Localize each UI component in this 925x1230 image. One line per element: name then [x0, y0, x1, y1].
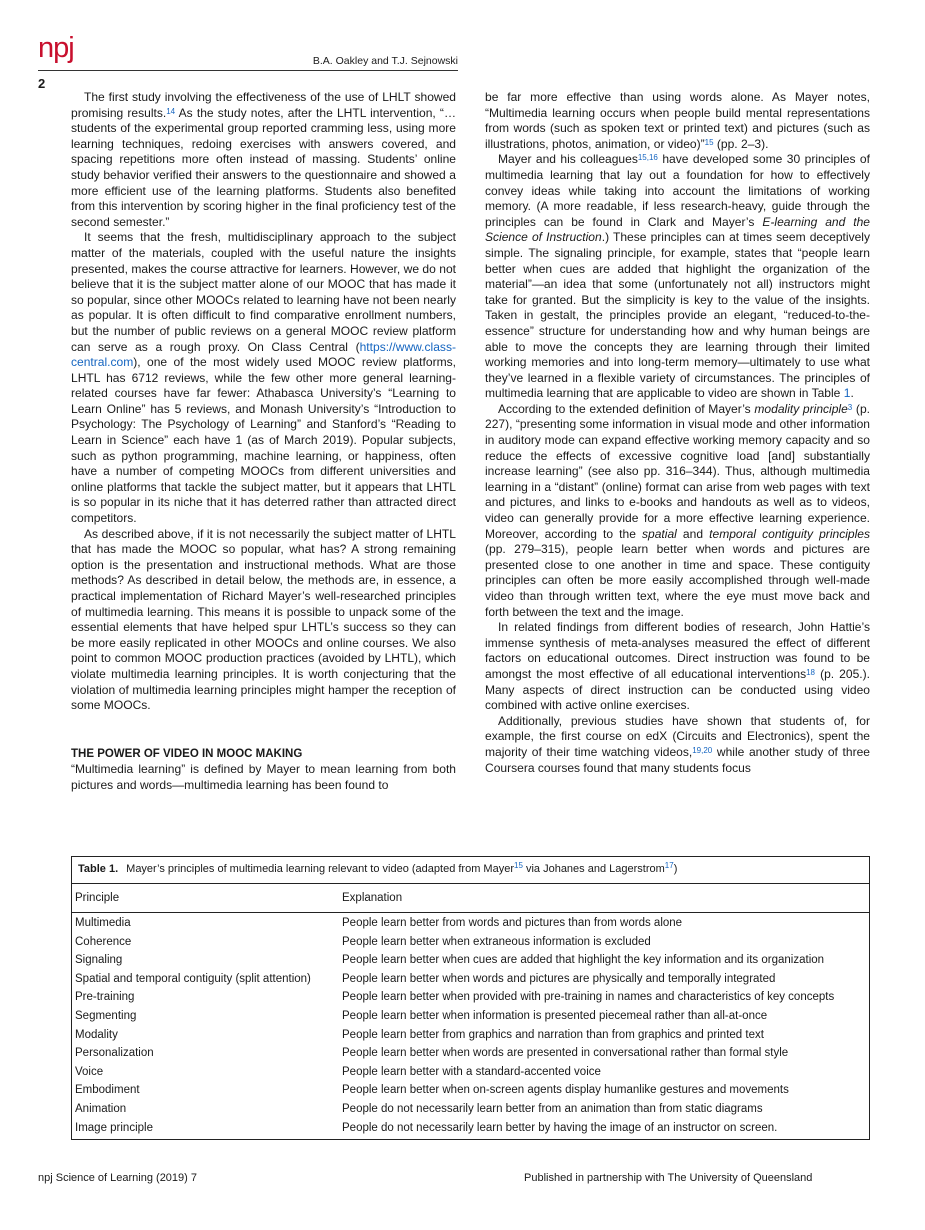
- principle-cell: Animation: [75, 1102, 127, 1115]
- table-divider: [72, 912, 869, 913]
- column-header-principle: Principle: [75, 892, 120, 904]
- explanation-cell: People learn better when cues are added that highlight the key information and its organization: [342, 954, 825, 967]
- principle-cell: Image principle: [75, 1121, 153, 1134]
- footer-partnership: Published in partnership with The University of Queensland: [524, 1172, 813, 1184]
- principle-cell: Voice: [75, 1065, 104, 1078]
- explanation-cell: People learn better when words and pictures are physically and temporally integrated: [342, 972, 776, 985]
- principle-cell: Signaling: [75, 954, 123, 967]
- table-row: [72, 1066, 869, 1085]
- explanation-cell: People learn better when words are presented in conversational rather than formal style: [342, 1047, 789, 1060]
- class-central-link[interactable]: https://www.class-central.com: [71, 339, 456, 370]
- table-row: [72, 1047, 869, 1066]
- principle-cell: Coherence: [75, 935, 132, 948]
- paragraph: In related findings from different bodies of research, John Hattie’s immense synthesis of meta-analyses measured the effect of different factors on educational outcomes. Direct instruction was found to be amongst the most effective of all educational interventions$^{18}$ (p. 205.). Many aspects of direct instruction can be conducted using video combined with active online exercises.: [485, 620, 870, 713]
- citation-link[interactable]: 3: [847, 402, 853, 412]
- citation-link[interactable]: 15: [704, 137, 714, 147]
- explanation-cell: People learn better when on-screen agents display humanlike gestures and movements: [342, 1084, 789, 1097]
- citation-link[interactable]: 17: [664, 861, 674, 870]
- section-heading: THE POWER OF VIDEO IN MOOC MAKING: [71, 747, 303, 760]
- principle-cell: Segmenting: [75, 1009, 137, 1022]
- paragraph: Additionally, previous studies have shown that students of, for example, the first course on edX (Circuits and Electronics), spent the majority of their time watching videos,$^{19,20}$ while another study of three Coursera courses found that many students focus: [485, 713, 870, 775]
- page-number: 2: [38, 76, 46, 91]
- running-header-authors: B.A. Oakley and T.J. Sejnowski: [312, 55, 458, 67]
- citation-link[interactable]: 14: [166, 106, 176, 116]
- explanation-cell: People do not necessarily learn better by having the image of an instructor on screen.: [342, 1121, 778, 1134]
- column-header-explanation: Explanation: [342, 892, 403, 904]
- principle-cell: Pre-training: [75, 991, 135, 1004]
- paragraph: Mayer and his colleagues$^{15,16}$ have developed some 30 principles of multimedia learning that lay out a foundation for how to effectively convey ideas while taking into account the limitations of working memory. (A more readable, if less research-heavy, guide through the principles can be found in Clark and Mayer’s E-learning and the Science of Instruction.) These principles can at times seem deceptively simple. The signaling principle, for example, states that “people learn better when cues are added that highlight the organization of the material”—an idea that some (unfortunately not all) instructors might take for granted. But the simplicity is key to the value of the insights. Taken in gestalt, the principles provide an elegant, “reduced-to-the-essence” structure for understanding how and why human beings are able to move the concepts they are learning through their limited working memories and into long-term memory—ultimately to use what they’ve learned in a flexible variety of circumstances. The principles of multimedia learning that are applicable to video are shown in Table 1.: [485, 152, 870, 401]
- journal-logo: npj: [38, 32, 74, 64]
- table-divider: [72, 883, 869, 884]
- explanation-cell: People do not necessarily learn better from an animation than from static diagrams: [342, 1102, 763, 1115]
- table-row: [72, 1103, 869, 1122]
- paragraph: be far more effective than using words alone. As Mayer notes, “Multimedia learning occurs when people build mental representations from words (such as spoken text or printed text) and pictures (such as illustrations, photos, animation, or video)”$^{15}$ (pp. 2–3).: [485, 90, 870, 151]
- citation-link[interactable]: 19,20: [692, 745, 713, 755]
- table-body: [72, 917, 869, 1140]
- explanation-cell: People learn better when extraneous information is excluded: [342, 935, 651, 948]
- table-row: [72, 936, 869, 955]
- explanation-cell: People learn better when information is presented piecemeal rather than all-at-once: [342, 1009, 768, 1022]
- footer-journal: npj Science of Learning (2019) 7: [38, 1172, 197, 1184]
- table-row: [72, 917, 869, 936]
- explanation-cell: People learn better from words and pictures than from words alone: [342, 917, 683, 929]
- principle-cell: Modality: [75, 1028, 118, 1041]
- table-reference-link[interactable]: 1: [843, 386, 851, 401]
- paragraph: According to the extended definition of Mayer’s modality principle$^3$ (p. 227), “presenting some information in visual mode and other information in auditory mode can expand effective working memory capacity and so reduce the effects of excessive cognitive load [and] substantially increase learning” (see also pp. 316–344). Thus, although multimedia learning in a “distant” (online) format can arise from web pages with text and pictures, and links to e-books and handouts as well as to videos, video can generally provide for a more effective learning experience. Moreover, according to the spatial and temporal contiguity principles (pp. 279–315), people learn better when words and pictures are presented close to one another in time and space. These contiguity principles can often be more easily accomplished through well-made video than through written text, where the eye must move back and forth between the text and the image.: [485, 401, 870, 619]
- explanation-cell: People learn better with a standard-accented voice: [342, 1065, 601, 1078]
- citation-link[interactable]: 15,16: [637, 153, 658, 163]
- principle-cell: Personalization: [75, 1047, 154, 1060]
- paragraph: It seems that the fresh, multidisciplinary approach to the subject matter of the materials, coupled with the useful nature the insights presented, makes the course attractive for learners. However, we do not believe that it is the subject matter alone of our MOOC that has made it so popular, since other MOOCs related to learning have not been nearly as popular. It is often difficult to find comparative enrollment numbers, but the number of public reviews on a general MOOC review platform can serve as a rough proxy. On Class Central (https://www.class-central.com), one of the most widely used MOOC review platforms, LHTL has 6712 reviews, while the few other more general learning-related courses have far fewer: Athabasca University’s “Learning to Learn Online” has 5 reviews, and Monash University’s “Introduction to Psychology: The Psychology of Learning” and Stanford’s “Reading to Learn in Science” each have 1 (as of March 2019). Popular subjects, such as python programming, machine learning, or happiness, often have a number of competing MOOCs from different universities and online platforms that tackle the subject matter, but it appears that LHTL is so popular in its niche that it has deterred rather than attracted direct competitors.: [71, 230, 456, 526]
- principles-table: [71, 856, 870, 1140]
- citation-link[interactable]: 15: [514, 861, 523, 870]
- paragraph: The first study involving the effectiveness of the use of LHLT showed promising results.$^{14}$ As the study notes, after the LHTL intervention, “…students of the experimental group reported cramming less, using more learning techniques, redoing exercises with answers covered, and spacing repetitions more often instead of massing. Students’ online study behavior verified their answers to the questionnaire and showed a more efficient use of the learning platforms. Students also benefited from this intervention by scoring higher in the final proficiency test of the second semester.”: [71, 90, 456, 229]
- table-row: [72, 1122, 869, 1141]
- table-row: [72, 1010, 869, 1029]
- paragraph: As described above, if it is not necessarily the subject matter of LHTL that has made the MOOC so popular, what has? A strong remaining option is the presentation and instructional methods. What are those methods? As described in detail below, the methods are, in essence, a practical implementation of Richard Mayer’s well-researched principles of multimedia learning. This means it is possible to unpack some of the essential elements that have helped spur LHTL’s success so they can be more easily replicated in other MOOCs and online courses. We also point to common MOOC production practices (avoided by LHTL), which violate multimedia learning principles. It is worth conjecturing that the violation of multimedia learning principles might hamper the reception of some MOOCs.: [71, 526, 456, 713]
- table-row: [72, 991, 869, 1010]
- table-row: [72, 954, 869, 973]
- principle-cell: Spatial and temporal contiguity (split attention): [75, 972, 311, 985]
- explanation-cell: People learn better when provided with pre-training in names and characteristics of key concepts: [342, 991, 835, 1004]
- explanation-cell: People learn better from graphics and narration than from graphics and printed text: [342, 1028, 764, 1041]
- table-row: [72, 973, 869, 992]
- paragraph: “Multimedia learning” is defined by Mayer to mean learning from both pictures and words—multimedia learning has been found to: [71, 762, 456, 792]
- table-row: [72, 1029, 869, 1048]
- principle-cell: Multimedia: [75, 917, 131, 929]
- right-column: [485, 90, 870, 776]
- principle-cell: Embodiment: [75, 1084, 140, 1097]
- left-column: [71, 90, 456, 794]
- citation-link[interactable]: 18: [806, 667, 816, 677]
- table-row: [72, 1084, 869, 1103]
- header-rule: [38, 70, 458, 71]
- table-caption: Table 1. Mayer’s principles of multimedia learning relevant to video (adapted from Mayer$^{15}$ via Johanes and Lagerstrom$^{17}$): [78, 861, 678, 875]
